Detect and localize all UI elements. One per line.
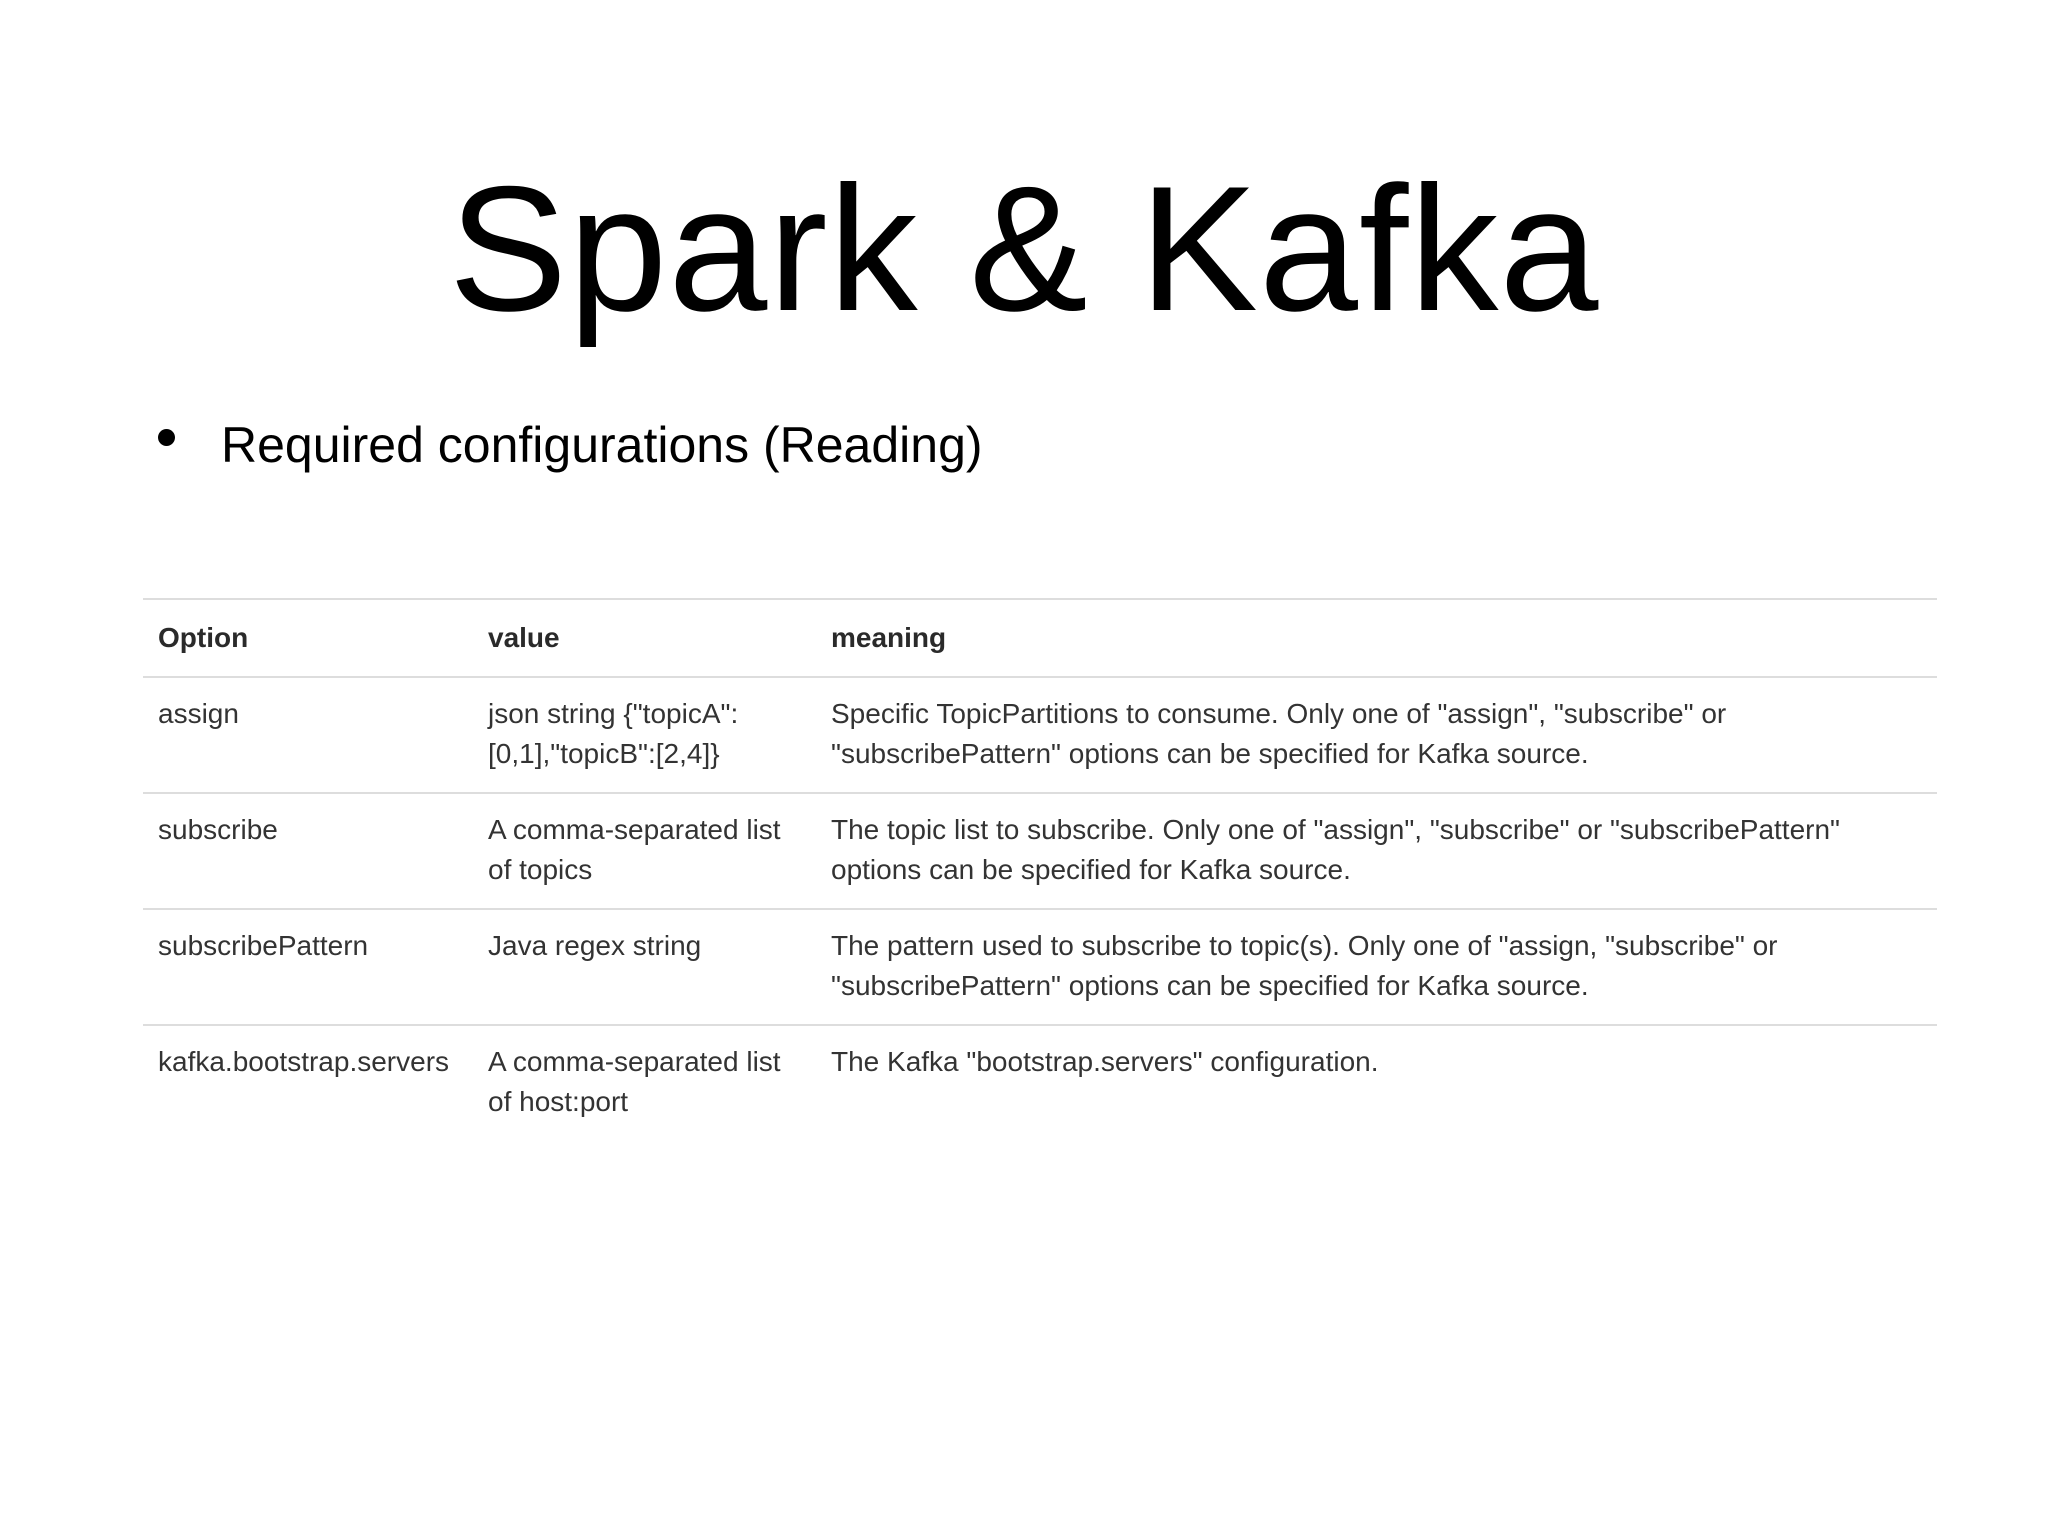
cell-meaning-line: options can be specified for Kafka source. xyxy=(831,854,1351,885)
cell-value xyxy=(473,793,816,909)
table-header-row xyxy=(143,599,1937,677)
table-row xyxy=(143,909,1937,1025)
cell-value-line: Java regex string xyxy=(488,930,702,961)
cell-value-line: json string {"topicA": xyxy=(488,698,739,729)
cell-value-line: of host:port xyxy=(488,1086,629,1117)
cell-value-line: A comma-separated list xyxy=(488,1046,781,1077)
header-option: Option xyxy=(158,622,249,653)
cell-value xyxy=(473,677,816,793)
cell-meaning-line: The pattern used to subscribe to topic(s). Only one of "assign, "subscribe" or xyxy=(831,930,1778,961)
cell-meaning xyxy=(816,677,1937,793)
cell-value-line: of topics xyxy=(488,854,593,885)
cell-option: kafka.bootstrap.servers xyxy=(158,1046,450,1077)
bullet-text: Required configurations (Reading) xyxy=(221,417,983,473)
header-value: value xyxy=(488,622,560,653)
cell-option: subscribePattern xyxy=(158,930,369,961)
config-table xyxy=(143,598,1937,1140)
cell-value xyxy=(473,909,816,1025)
slide-title: Spark & Kafka xyxy=(448,149,1600,348)
table-row xyxy=(143,793,1937,909)
cell-meaning xyxy=(816,909,1937,1025)
cell-meaning-line: "subscribePattern" options can be specified for Kafka source. xyxy=(831,970,1589,1001)
cell-meaning-line: The Kafka "bootstrap.servers" configuration. xyxy=(831,1046,1379,1077)
cell-value-line: [0,1],"topicB":[2,4]} xyxy=(488,738,720,769)
table-row xyxy=(143,677,1937,793)
cell-value xyxy=(473,1025,816,1140)
bullet-dot-icon xyxy=(158,429,175,446)
table-row xyxy=(143,1025,1937,1140)
cell-meaning xyxy=(816,1025,1937,1140)
header-meaning: meaning xyxy=(831,622,947,653)
cell-value-line: A comma-separated list xyxy=(488,814,781,845)
cell-meaning xyxy=(816,793,1937,909)
cell-meaning-line: The topic list to subscribe. Only one of "assign", "subscribe" or "subscribePattern" xyxy=(831,814,1840,845)
cell-meaning-line: "subscribePattern" options can be specified for Kafka source. xyxy=(831,738,1589,769)
bullet-item xyxy=(158,417,983,473)
cell-option: assign xyxy=(158,698,239,729)
cell-option: subscribe xyxy=(158,814,278,845)
cell-meaning-line: Specific TopicPartitions to consume. Only one of "assign", "subscribe" or xyxy=(831,698,1727,729)
